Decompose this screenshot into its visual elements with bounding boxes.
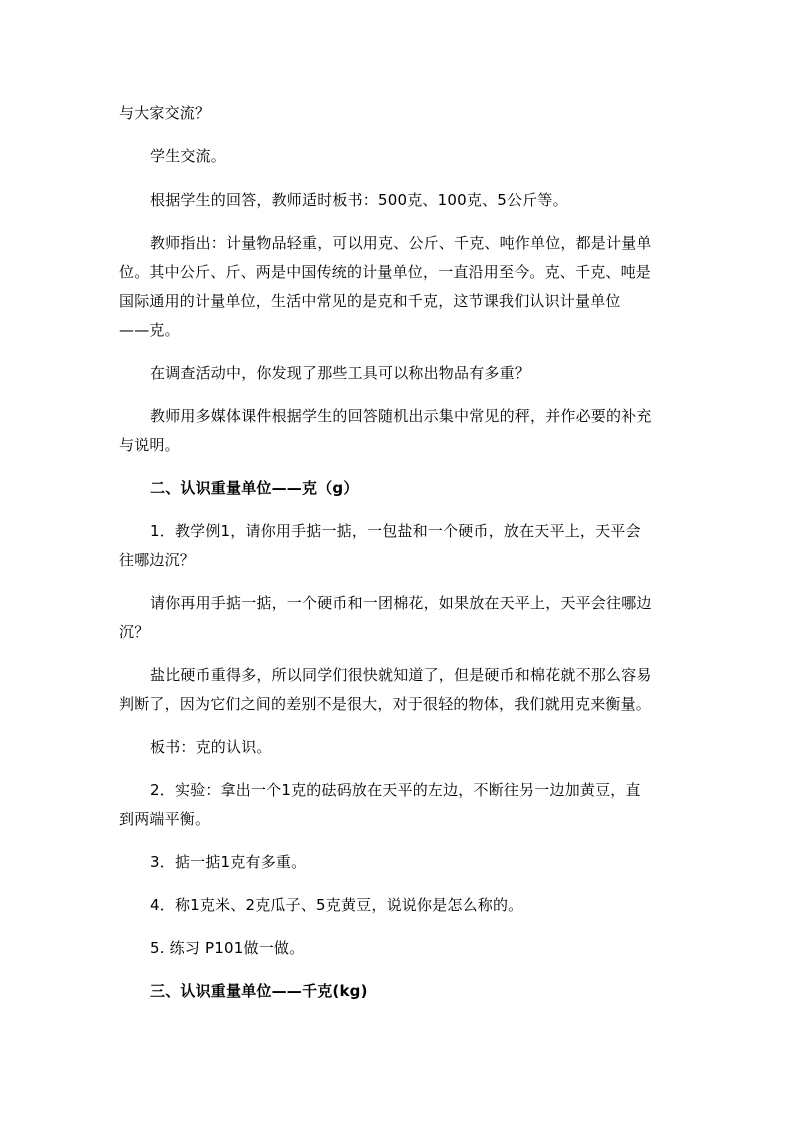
text-line: 教师用多媒体课件根据学生的回答随机出示集中常见的秤，并作必要的补充 <box>150 407 652 425</box>
text-line: 2．实验：拿出一个1克的砝码放在天平的左边，不断往另一边加黄豆，直 <box>150 781 641 799</box>
text-line: 请你再用手掂一掂，一个硬币和一团棉花，如果放在天平上，天平会往哪边 <box>150 594 652 612</box>
text-line: 3．掂一掂1克有多重。 <box>150 853 307 871</box>
text-line: 与说明。 <box>119 436 180 454</box>
text-line: 5. 练习 P101做一做。 <box>150 939 305 957</box>
text-line: ——克。 <box>119 321 180 339</box>
text-line: 国际通用的计量单位，生活中常见的是克和千克，这节课我们认识计量单位 <box>119 292 621 310</box>
text-line: 1．教学例1，请你用手掂一掂，一包盐和一个硬币，放在天平上，天平会 <box>150 522 641 540</box>
section-heading: 三、认识重量单位——千克(kg) <box>150 982 368 1000</box>
section-heading: 二、认识重量单位——克（g） <box>150 479 359 497</box>
text-line: 板书：克的认识。 <box>150 738 272 756</box>
text-line: 教师指出：计量物品轻重，可以用克、公斤、千克、吨作单位，都是计量单 <box>150 234 652 252</box>
text-line: 根据学生的回答，教师适时板书：500克、100克、5公斤等。 <box>150 191 568 209</box>
text-line: 往哪边沉？ <box>119 551 196 569</box>
text-line: 学生交流。 <box>150 147 227 165</box>
text-line: 位。其中公斤、斤、两是中国传统的计量单位，一直沿用至今。克、千克、吨是 <box>119 263 652 281</box>
text-line: 盐比硬币重得多，所以同学们很快就知道了，但是硬币和棉花就不那么容易 <box>150 666 652 684</box>
text-line: 沉？ <box>119 623 150 641</box>
text-line: 4．称1克米、2克瓜子、5克黄豆，说说你是怎么称的。 <box>150 896 524 914</box>
text-line: 判断了，因为它们之间的差别不是很大，对于很轻的物体，我们就用克来衡量。 <box>119 695 652 713</box>
text-line: 与大家交流？ <box>119 104 211 122</box>
text-line: 在调查活动中，你发现了那些工具可以称出物品有多重？ <box>150 364 531 382</box>
text-line: 到两端平衡。 <box>119 810 211 828</box>
